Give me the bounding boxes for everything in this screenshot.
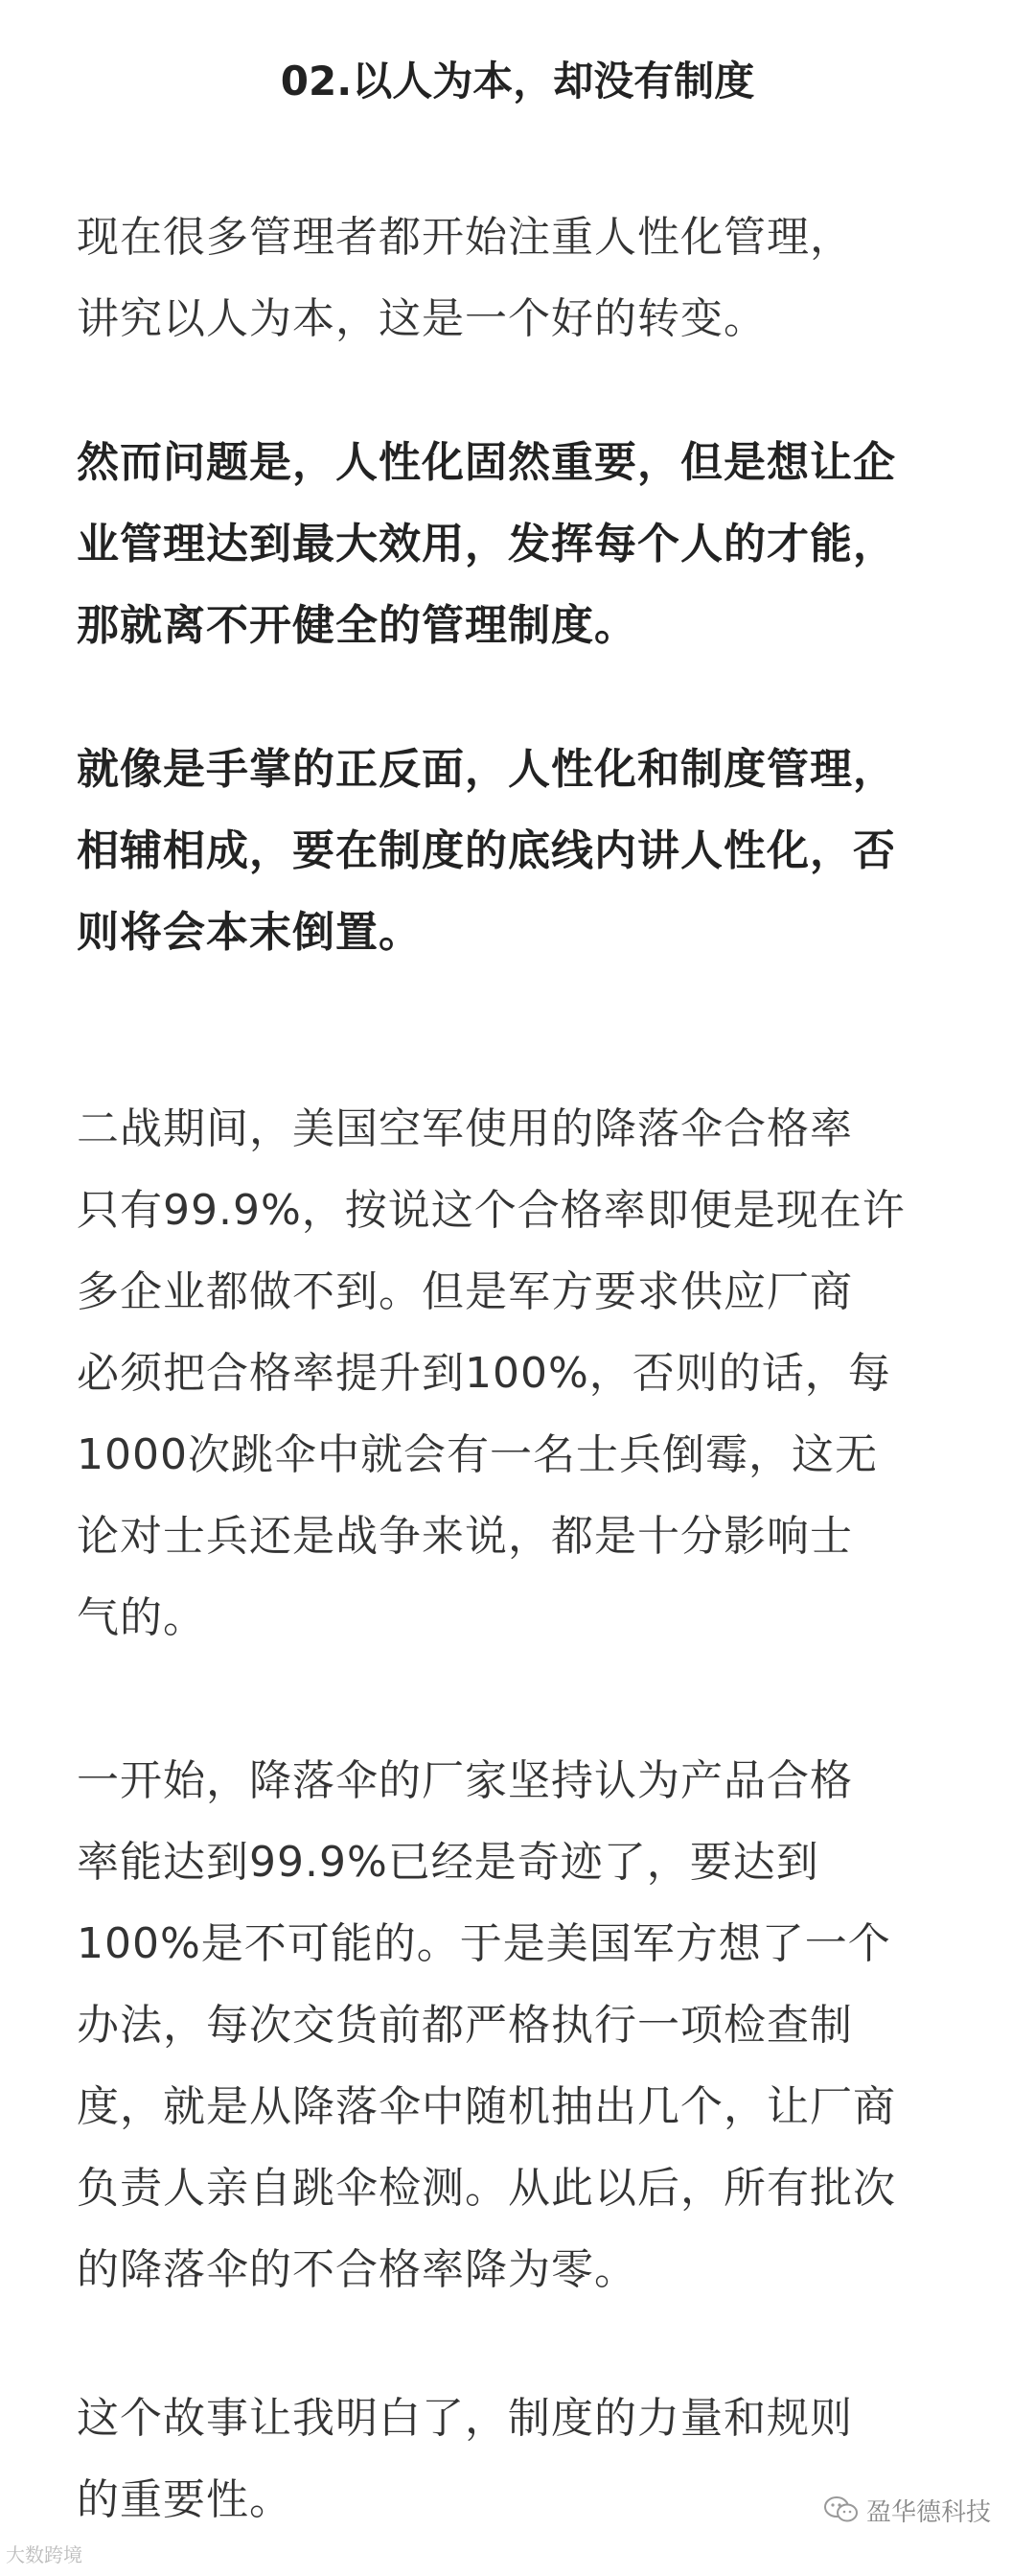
paragraph-line: 气的。 bbox=[77, 1593, 206, 1642]
article-title: 02.以人为本，却没有制度 bbox=[280, 58, 755, 104]
paragraph-line: 多企业都做不到。但是军方要求供应厂商 bbox=[77, 1267, 853, 1316]
watermark-left: 大数跨境 bbox=[6, 2543, 82, 2566]
paragraph-line: 1000次跳伞中就会有一名士兵倒霉，这无 bbox=[77, 1430, 878, 1479]
paragraph-line: 负责人亲自跳伞检测。从此以后，所有批次 bbox=[77, 2164, 896, 2213]
paragraph-4 bbox=[77, 1088, 958, 1659]
paragraph-line: 只有99.9%，按说这个合格率即便是现在许 bbox=[77, 1186, 906, 1235]
paragraph-2-bold bbox=[77, 422, 958, 666]
paragraph-line: 就像是手掌的正反面，人性化和制度管理， bbox=[77, 745, 896, 794]
paragraph-line: 论对士兵还是战争来说，都是十分影响士 bbox=[77, 1512, 853, 1561]
paragraph-line: 然而问题是，人性化固然重要，但是想让企 bbox=[77, 438, 896, 487]
wechat-icon bbox=[824, 2495, 859, 2524]
paragraph-3-bold bbox=[77, 729, 958, 973]
paragraph-line: 一开始，降落伞的厂家坚持认为产品合格 bbox=[77, 1756, 853, 1805]
paragraph-line: 这个故事让我明白了，制度的力量和规则 bbox=[77, 2394, 853, 2443]
paragraph-1 bbox=[77, 197, 958, 360]
paragraph-line: 必须把合格率提升到100%，否则的话，每 bbox=[77, 1349, 891, 1398]
paragraph-line: 的降落伞的不合格率降为零。 bbox=[77, 2245, 637, 2294]
paragraph-line: 现在很多管理者都开始注重人性化管理， bbox=[77, 213, 853, 262]
paragraph-line: 相辅相成，要在制度的底线内讲人性化，否 bbox=[77, 826, 896, 875]
paragraph-line: 那就离不开健全的管理制度。 bbox=[77, 601, 637, 650]
paragraph-line: 度，就是从降落伞中随机抽出几个，让厂商 bbox=[77, 2082, 896, 2131]
watermark-right bbox=[824, 2491, 991, 2529]
paragraph-line: 则将会本末倒置。 bbox=[77, 908, 422, 957]
paragraph-line: 的重要性。 bbox=[77, 2475, 292, 2524]
paragraph-line: 办法，每次交货前都严格执行一项检查制 bbox=[77, 2001, 853, 2050]
paragraph-line: 率能达到99.9%已经是奇迹了，要达到 bbox=[77, 1838, 819, 1887]
paragraph-line: 业管理达到最大效用，发挥每个人的才能， bbox=[77, 520, 896, 569]
paragraph-line: 二战期间，美国空军使用的降落伞合格率 bbox=[77, 1104, 853, 1153]
watermark-account-name: 盈华德科技 bbox=[866, 2497, 992, 2527]
paragraph-line: 100%是不可能的。于是美国军方想了一个 bbox=[77, 1919, 891, 1968]
paragraph-5 bbox=[77, 1740, 958, 2310]
paragraph-line: 讲究以人为本，这是一个好的转变。 bbox=[77, 294, 767, 343]
